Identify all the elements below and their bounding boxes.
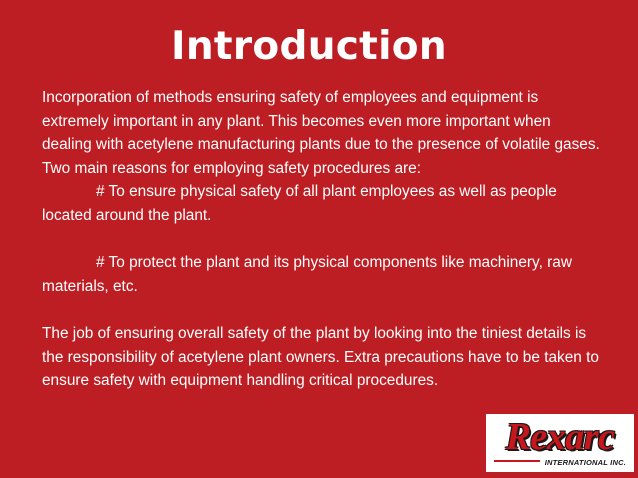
slide-body <box>42 86 602 393</box>
logo-subtitle: INTERNATIONAL INC. <box>544 458 626 467</box>
closing-paragraph: The job of ensuring overall safety of the plant by looking into the tiniest details is the responsibility of acetylene plant owners. Extra precautions have to be taken to ensure safety with equipment handling critical procedures. <box>42 324 599 390</box>
intro-paragraph: Incorporation of methods ensuring safety of employees and equipment is extremely important in any plant. This becomes even more important when dealing with acetylene manufacturing plants due to the presence of volatile gases. Two main reasons for employing safety procedures are: <box>42 89 600 177</box>
slide-title: Introduction <box>171 24 447 69</box>
bullet-item-1 <box>42 180 602 227</box>
rexarc-logo <box>486 414 634 472</box>
bullet-text-2: # To protect the plant and its physical components like machinery, raw materials, etc. <box>42 254 572 295</box>
logo-divider <box>494 460 540 462</box>
logo-wordmark: Rexarc <box>505 416 615 458</box>
paragraph-gap <box>42 298 602 322</box>
bullet-text-1: # To ensure physical safety of all plant employees as well as people located around the plant. <box>42 183 557 224</box>
bullet-item-2 <box>42 251 602 298</box>
paragraph-gap <box>42 228 602 252</box>
